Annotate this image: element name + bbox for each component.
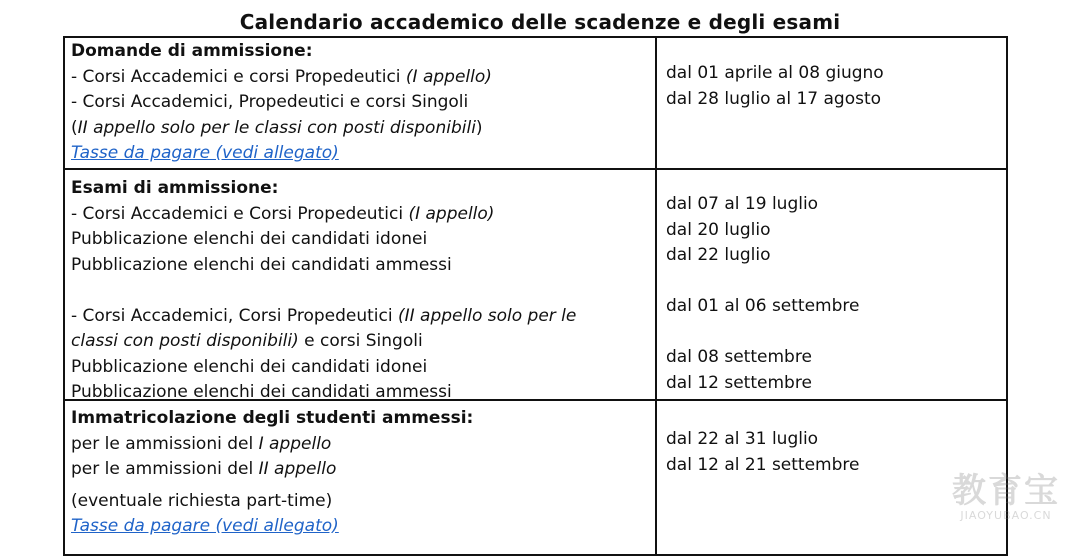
list-item: (eventuale richiesta part-time) (71, 490, 333, 511)
date-range: dal 12 al 21 settembre (666, 454, 860, 475)
fees-link[interactable]: Tasse da pagare (vedi allegato) (71, 143, 339, 163)
list-item: (II appello solo per le classi con posti disponibili) (71, 117, 483, 138)
date-range: dal 01 aprile al 08 giugno (666, 63, 884, 83)
row-divider (65, 168, 1006, 170)
list-item: Pubblicazione elenchi dei candidati idonei (71, 356, 428, 377)
list-item: - Corsi Accademici e Corsi Propedeutici (I appello) (71, 203, 495, 224)
section-heading: Immatricolazione degli studenti ammessi: (71, 408, 474, 428)
date-range: dal 08 settembre (666, 347, 812, 367)
spacer (71, 278, 576, 304)
list-item: classi con posti disponibili) e corsi Singoli (71, 331, 423, 351)
fees-link[interactable]: Tasse da pagare (vedi allegato) (71, 516, 339, 536)
spacer (666, 320, 859, 346)
watermark-logo-text: 教育宝 (952, 471, 1060, 511)
row-enrollment-dates (666, 427, 859, 478)
column-divider (655, 38, 657, 554)
row-admission-exams-dates (666, 192, 859, 396)
calendar-table (63, 36, 1008, 556)
watermark-url: JIAOYUBAO.CN (960, 509, 1052, 522)
row-enrollment (71, 406, 473, 540)
list-item: Pubblicazione elenchi dei candidati idonei (71, 229, 428, 249)
list-item: per le ammissioni del I appello (71, 433, 332, 454)
spacer (666, 269, 859, 295)
watermark (952, 473, 1060, 522)
date-range: dal 22 luglio (666, 245, 771, 265)
date-range: dal 28 luglio al 17 agosto (666, 88, 882, 109)
date-range: dal 20 luglio (666, 219, 771, 240)
date-range: dal 12 settembre (666, 372, 812, 393)
list-item: - Corsi Accademici, Corsi Propedeutici (II appello solo per le (71, 305, 577, 326)
row-admission-applications-dates (666, 61, 884, 112)
section-heading: Esami di ammissione: (71, 178, 279, 198)
list-item: - Corsi Accademici e corsi Propedeutici (I appello) (71, 66, 492, 87)
list-item: - Corsi Accademici, Propedeutici e corsi Singoli (71, 92, 469, 112)
date-range: dal 22 al 31 luglio (666, 429, 819, 449)
list-item: per le ammissioni del II appello (71, 459, 337, 479)
date-range: dal 07 al 19 luglio (666, 194, 819, 214)
list-item: Pubblicazione elenchi dei candidati ammessi (71, 254, 452, 275)
list-item: Pubblicazione elenchi dei candidati ammessi (71, 382, 452, 402)
page-title: Calendario accademico delle scadenze e degli esami (239, 10, 841, 34)
row-admission-applications (71, 39, 492, 167)
date-range: dal 01 al 06 settembre (666, 296, 860, 316)
row-admission-exams (71, 176, 576, 406)
section-heading: Domande di ammissione: (71, 41, 313, 61)
